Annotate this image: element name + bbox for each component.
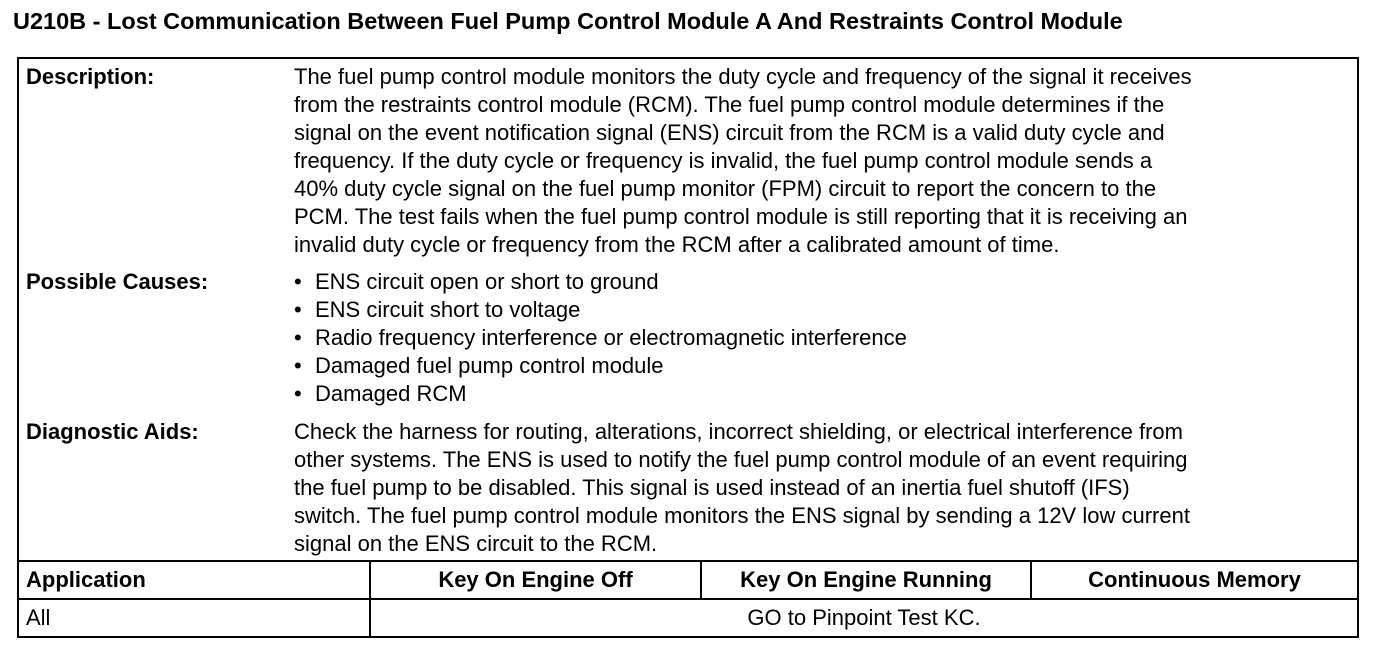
table-row — [19, 600, 1357, 636]
header-key-on-engine-running: Key On Engine Running — [700, 562, 1030, 598]
bullet-icon: • — [294, 381, 302, 406]
cause-text: Damaged RCM — [315, 381, 467, 406]
diagnostic-aids-line: other systems. The ENS is used to notify the fuel pump control module of an event requiring — [294, 447, 1188, 472]
possible-causes-list — [294, 268, 1354, 408]
diagnostic-aids-label: Diagnostic Aids: — [26, 419, 199, 444]
bullet-icon: • — [294, 297, 302, 322]
list-item — [294, 380, 1354, 408]
cause-text: ENS circuit short to voltage — [315, 297, 581, 322]
description-line: from the restraints control module (RCM). The fuel pump control module determines if the — [294, 92, 1165, 117]
dtc-info-sheet — [17, 57, 1359, 638]
table-header-row — [19, 562, 1357, 600]
bullet-icon: • — [294, 269, 302, 294]
page-title: U210B - Lost Communication Between Fuel Pump Control Module A And Restraints Control Module — [13, 8, 1123, 34]
bullet-icon: • — [294, 325, 302, 350]
list-item — [294, 268, 1354, 296]
possible-causes-label: Possible Causes: — [26, 269, 209, 294]
list-item — [294, 324, 1354, 352]
diagnostic-aids-line: switch. The fuel pump control module monitors the ENS signal by sending a 12V low current — [294, 503, 1190, 528]
description-text — [294, 63, 1354, 259]
description-line: The fuel pump control module monitors the duty cycle and frequency of the signal it receives — [294, 64, 1192, 89]
bullet-icon: • — [294, 353, 302, 378]
dtc-info-area — [19, 59, 1357, 562]
list-item — [294, 296, 1354, 324]
description-line: PCM. The test fails when the fuel pump control module is still reporting that it is receiving an — [294, 204, 1188, 229]
diagnostic-aids-line: signal on the ENS circuit to the RCM. — [294, 531, 658, 556]
list-item — [294, 352, 1354, 380]
header-continuous-memory: Continuous Memory — [1030, 562, 1357, 598]
description-line: 40% duty cycle signal on the fuel pump monitor (FPM) circuit to report the concern to the — [294, 176, 1157, 201]
description-label: Description: — [26, 64, 155, 89]
cause-text: Radio frequency interference or electromagnetic interference — [315, 325, 907, 350]
cause-text: Damaged fuel pump control module — [315, 353, 664, 378]
diagnostic-aids-line: the fuel pump to be disabled. This signal is used instead of an inertia fuel shutoff (IFS) — [294, 475, 1130, 500]
application-cell: All — [26, 605, 51, 630]
diagnostic-aids-line: Check the harness for routing, alterations, incorrect shielding, or electrical interference from — [294, 419, 1183, 444]
description-line: frequency. If the duty cycle or frequency is invalid, the fuel pump control module sends a — [294, 148, 1153, 173]
description-line: invalid duty cycle or frequency from the RCM after a calibrated amount of time. — [294, 232, 1060, 257]
header-key-on-engine-off: Key On Engine Off — [369, 562, 700, 598]
cause-text: ENS circuit open or short to ground — [315, 269, 659, 294]
action-cell: GO to Pinpoint Test KC. — [369, 600, 1357, 636]
diagnostic-aids-text — [294, 418, 1354, 558]
header-application: Application — [26, 567, 146, 592]
description-line: signal on the event notification signal (ENS) circuit from the RCM is a valid duty cycle and — [294, 120, 1165, 145]
